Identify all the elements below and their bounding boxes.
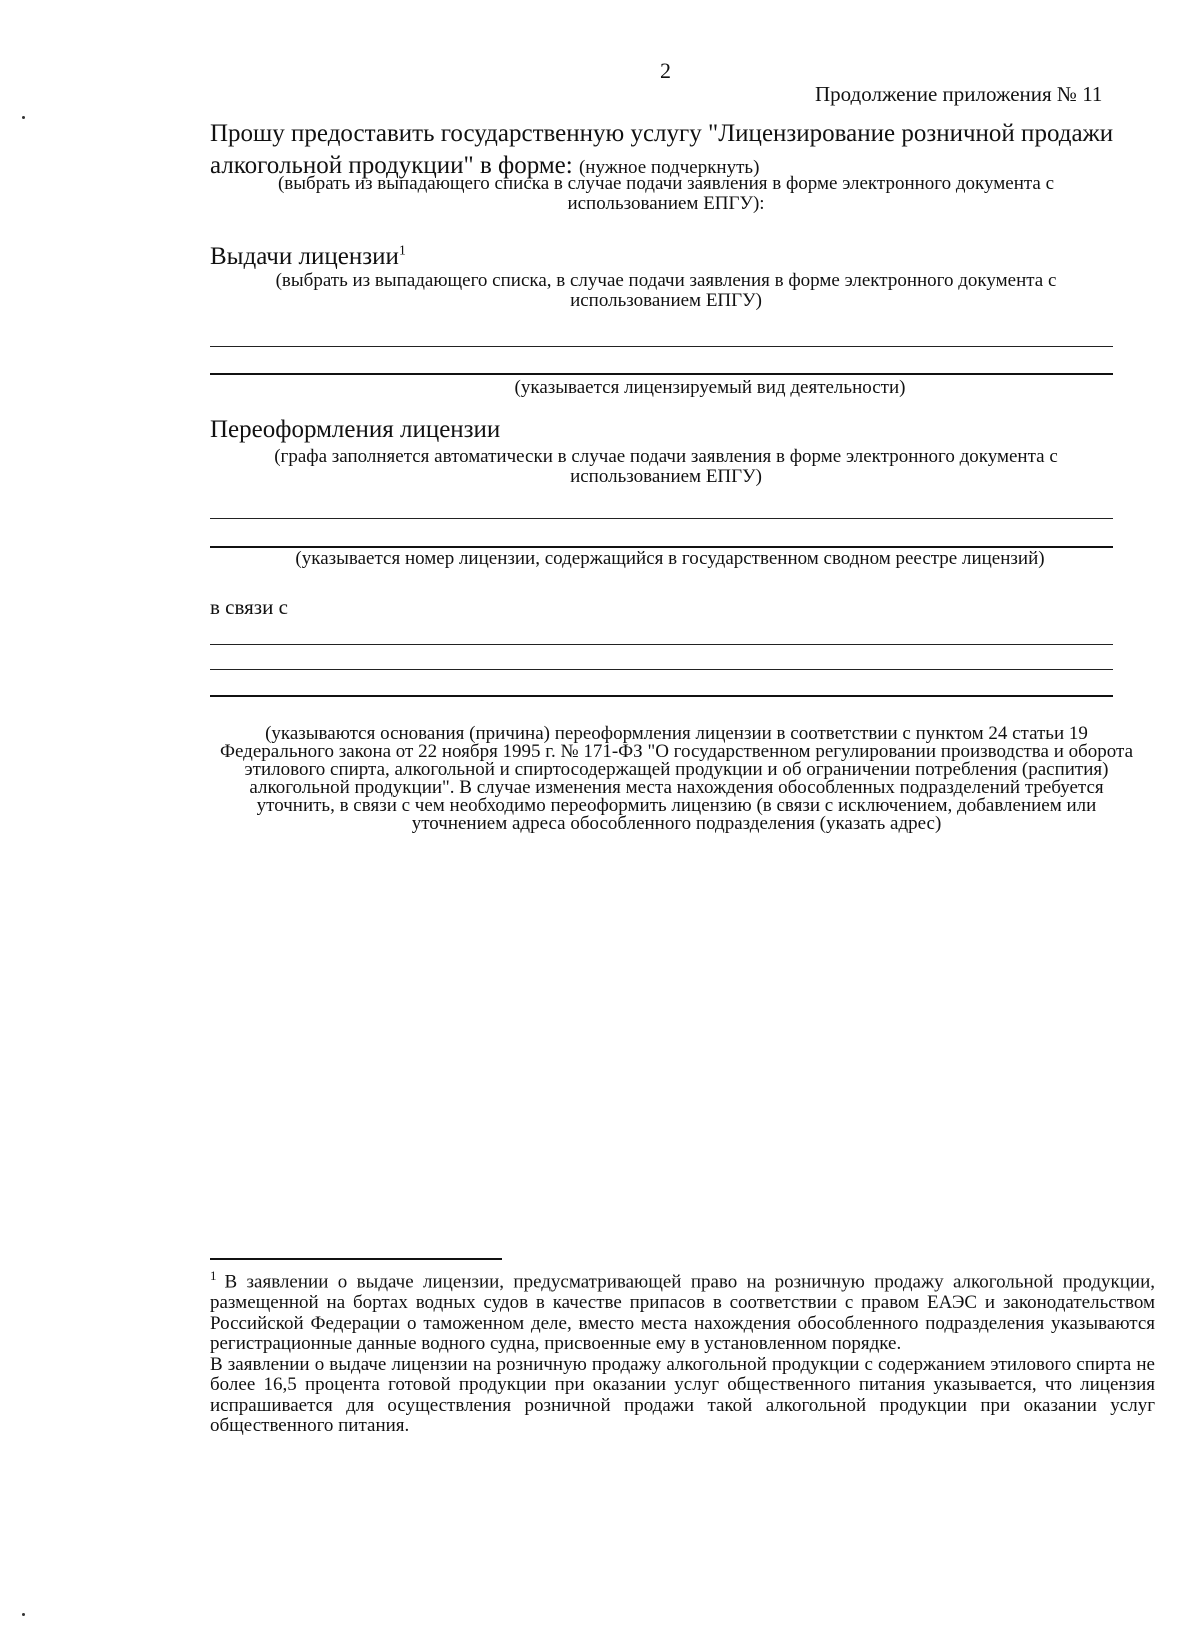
footnote-paragraph-1-text: В заявлении о выдаче лицензии, предусматривающей право на розничную продажу алкогольной продукции, размещенной на бортах водных судов в качестве припасов в соответствии с правом ЕАЭС и законодательством Российской Федерации о таможенном деле, вместо места нахождения обособленного подразделения указываются регистрационные данные водного судна, присвоенные ему в установленном порядке. [210, 1271, 1155, 1355]
page-number: 2 [660, 58, 671, 83]
issue-license-note: (выбрать из выпадающего списка, в случае подачи заявления в форме электронного документа с использованием ЕПГУ) [275, 270, 1057, 311]
reason-line-2[interactable] [210, 669, 1113, 670]
request-note: (выбрать из выпадающего списка в случае подачи заявления в форме электронного документа с использованием ЕПГУ): [277, 173, 1055, 214]
footnote-paragraph-1 [210, 1266, 1155, 1355]
activity-line-1[interactable] [210, 346, 1113, 347]
footnote-mark: 1 [210, 1268, 217, 1283]
scan-speck [22, 116, 25, 119]
service-request-text: Прошу предоставить государственную услугу "Лицензирование розничной продажи алкогольной продукции" в форме: [210, 120, 1114, 179]
activity-caption: (указывается лицензируемый вид деятельности) [514, 377, 906, 398]
reason-line-1[interactable] [210, 644, 1113, 645]
activity-line-2[interactable] [210, 373, 1113, 375]
appendix-continuation: Продолжение приложения № 11 [815, 82, 1103, 106]
reissue-license-title: Переоформления лицензии [210, 416, 501, 443]
footnote-reference: 1 [398, 243, 406, 259]
underline-hint: (нужное подчеркнуть) [578, 157, 760, 178]
footnote-separator [210, 1258, 502, 1260]
scan-speck [22, 1613, 25, 1616]
license-number-line-1[interactable] [210, 518, 1113, 519]
issue-license-label: Выдачи лицензии [210, 243, 399, 270]
reason-caption: (указываются основания (причина) переоформления лицензии в соответствии с пунктом 24 статьи 19 Федерального закона от 22 ноября 1995 г. № 171-ФЗ "О государственном регулировании производства и оборота этилового спирта, алкогольной и спиртосодержащей продукции и об ограничении потребления (распития) алкогольной продукции". В случае изменения места нахождения обособленных подразделений требуется уточнить, в связи с чем необходимо переоформить лицензию (в связи с исключением, добавлением или уточнением адреса обособленного подразделения (указать адрес) [219, 723, 1134, 834]
footnote-paragraph-2: В заявлении о выдаче лицензии на розничную продажу алкогольной продукции с содержанием этилового спирта не более 16,5 процента готовой продукции при оказании услуг общественного питания указывается, что лицензия испрашивается для осуществления розничной продажи такой алкогольной продукции при оказании услуг общественного питания. [210, 1353, 1155, 1437]
reason-label: в связи с [210, 595, 288, 619]
reason-line-3[interactable] [210, 695, 1113, 697]
footnote [210, 1266, 1155, 1437]
reissue-license-note: (графа заполняется автоматически в случае подачи заявления в форме электронного документа с использованием ЕПГУ) [274, 446, 1058, 487]
license-number-caption: (указывается номер лицензии, содержащийся в государственном сводном реестре лицензий) [295, 548, 1045, 569]
issue-license-title [210, 243, 406, 271]
